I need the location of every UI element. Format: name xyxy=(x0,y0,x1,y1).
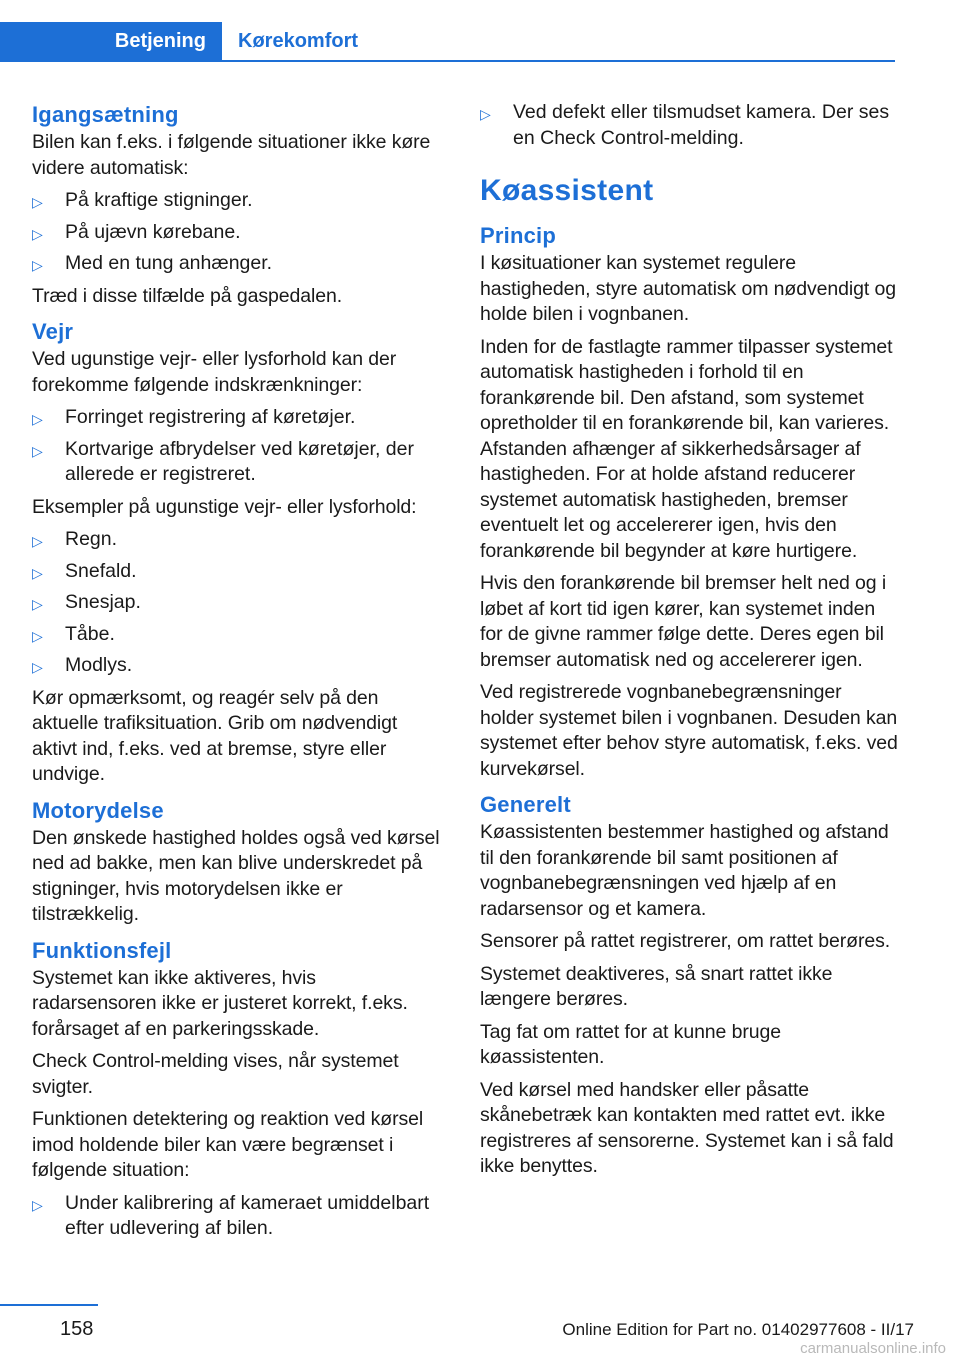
list-item-text: På kraftige stigninger. xyxy=(65,189,253,211)
paragraph: Hvis den forankørende bil bremser helt ned og i løbet af kort tid igen kører, kan systemet inden for de givne rammer følge dette. Deres egen bil bremser automatisk ned og accelererer igen. xyxy=(480,572,887,671)
heading-vejr: Vejr xyxy=(32,319,74,344)
list-item-text: Under kalibrering af kameraet umiddelbart efter udlevering af bilen. xyxy=(65,1191,430,1239)
left-column xyxy=(32,100,442,1249)
list-item-text: Med en tung anhænger. xyxy=(65,252,273,274)
list-item xyxy=(32,405,442,431)
paragraph: Systemet kan ikke aktiveres, hvis radarsensoren ikke er justeret korrekt, f.eks. forårsaget af en parkeringsskade. xyxy=(32,966,408,1040)
list-item xyxy=(32,527,442,553)
bullet-triangle-icon: ▷ xyxy=(32,411,43,427)
list-item-text: Kortvarige afbrydelser ved køretøjer, der allerede er registreret. xyxy=(65,437,414,485)
tab-betjening[interactable]: Betjening xyxy=(0,22,222,60)
list-item xyxy=(32,622,442,648)
right-column xyxy=(480,100,900,1187)
bullet-triangle-icon: ▷ xyxy=(32,627,43,644)
bullet-triangle-icon: ▷ xyxy=(32,596,43,612)
paragraph: Ved registrerede vognbanebegrænsninger holder systemet bilen i vognbanen. Desuden kan systemet efter behov styre automatisk, f.eks. ved kurvekørsel. xyxy=(480,681,898,780)
edition-note: Online Edition for Part no. 01402977608 - II/17 xyxy=(562,1320,914,1339)
paragraph: Funktionen detektering og reaktion ved kørsel imod holdende biler kan være begrænset i følgende situation: xyxy=(32,1108,424,1181)
list-item xyxy=(480,100,900,151)
heading-princip: Princip xyxy=(480,223,556,248)
heading-generelt: Generelt xyxy=(480,792,571,817)
paragraph: Køassistenten bestemmer hastighed og afstand til den forankørende bil samt positionen af vognbanebegrænsningen ved hjælp af en radarsensor og et kamera. xyxy=(480,821,889,920)
list-item xyxy=(32,251,442,277)
list-item-text: Tåbe. xyxy=(65,622,115,645)
paragraph: Træd i disse tilfælde på gaspedalen. xyxy=(32,284,343,307)
paragraph: Systemet deaktiveres, så snart rattet ikke længere berøres. xyxy=(480,962,833,1010)
paragraph: Inden for de fastlagte rammer tilpasser systemet automatisk hastigheden i forhold til en forankørende bil. Den afstand, som systemet opretholder til en forankørende bil, kan varieres. Afstanden afhænger af sikkerhedsårsager af hastigheden. For at holde afstand reducerer systemet automatisk hastigheden, bremser eventuelt let og accelererer igen, hvis den forankørende bil begynder at køre hurtigere. xyxy=(480,335,893,562)
list-item xyxy=(32,590,442,616)
list-item-text: Forringet registrering af køretøjer. xyxy=(65,406,356,428)
header-divider xyxy=(0,60,895,62)
paragraph: Tag fat om rattet for at kunne bruge køassistenten. xyxy=(480,1020,781,1068)
bullet-triangle-icon: ▷ xyxy=(32,564,43,581)
paragraph: Den ønskede hastighed holdes også ved kørsel ned ad bakke, men kan blive underskredet på stigninger, hvis motorydelsen ikke er tilstrækkelig. xyxy=(32,826,440,925)
list-item-text: Ved defekt eller tilsmudset kamera. Der ses en Check Control-melding. xyxy=(513,101,890,149)
list-item xyxy=(32,1191,442,1242)
footer-divider xyxy=(0,1304,98,1306)
paragraph: Sensorer på rattet registrerer, om rattet berøres. xyxy=(480,930,891,952)
bullet-list xyxy=(32,405,442,488)
heading-funktionsfejl: Funktionsfejl xyxy=(32,937,172,963)
bullet-triangle-icon: ▷ xyxy=(32,257,43,273)
list-item-text: På ujævn kørebane. xyxy=(65,220,241,243)
paragraph: Check Control-melding vises, når systemet svigter. xyxy=(32,1050,399,1098)
list-item-text: Snesjap. xyxy=(65,591,141,613)
heading-motorydelse: Motorydelse xyxy=(32,797,164,823)
bullet-list xyxy=(32,188,442,277)
bullet-triangle-icon: ▷ xyxy=(480,106,491,122)
bullet-list xyxy=(480,100,900,151)
bullet-list xyxy=(32,1191,442,1242)
bullet-triangle-icon: ▷ xyxy=(32,659,43,675)
bullet-triangle-icon: ▷ xyxy=(32,225,43,242)
paragraph: Ved ugunstige vejr- eller lysforhold kan der forekomme følgende indskrænkninger: xyxy=(32,348,397,396)
watermark: carmanualsonline.info xyxy=(800,1340,946,1357)
list-item-text: Snefald. xyxy=(65,559,137,582)
list-item xyxy=(32,559,442,585)
page-number: 158 xyxy=(60,1318,94,1340)
tab-korekomfort[interactable]: Kørekomfort xyxy=(238,29,359,52)
paragraph: Kør opmærksomt, og reagér selv på den aktuelle trafiksituation. Grib om nødvendigt aktivt ind, f.eks. ved at bremse, styre eller undvige. xyxy=(32,686,398,785)
paragraph: Bilen kan f.eks. i følgende situationer ikke køre videre automatisk: xyxy=(32,131,431,179)
bullet-triangle-icon: ▷ xyxy=(32,442,43,459)
list-item xyxy=(32,437,442,488)
bullet-triangle-icon: ▷ xyxy=(32,194,43,210)
list-item-text: Regn. xyxy=(65,528,118,550)
bullet-triangle-icon: ▷ xyxy=(32,1196,43,1213)
heading-koassistent: Køassistent xyxy=(480,174,654,207)
bullet-triangle-icon: ▷ xyxy=(32,533,43,549)
list-item xyxy=(32,220,442,246)
list-item-text: Modlys. xyxy=(65,654,133,676)
list-item xyxy=(32,653,442,679)
page-header xyxy=(0,0,960,64)
paragraph: I køsituationer kan systemet regulere hastigheden, styre automatisk om nødvendigt og holde bilen i vognbanen. xyxy=(480,252,896,325)
heading-igangsaetning: Igangsætning xyxy=(32,102,179,127)
list-item xyxy=(32,188,442,214)
bullet-list xyxy=(32,527,442,679)
paragraph: Eksempler på ugunstige vejr- eller lysforhold: xyxy=(32,495,417,518)
paragraph: Ved kørsel med handsker eller påsatte skånebetræk kan kontakten med rattet evt. ikke registreres af sensorerne. Systemet kan i så fald ikke benyttes. xyxy=(480,1078,894,1177)
